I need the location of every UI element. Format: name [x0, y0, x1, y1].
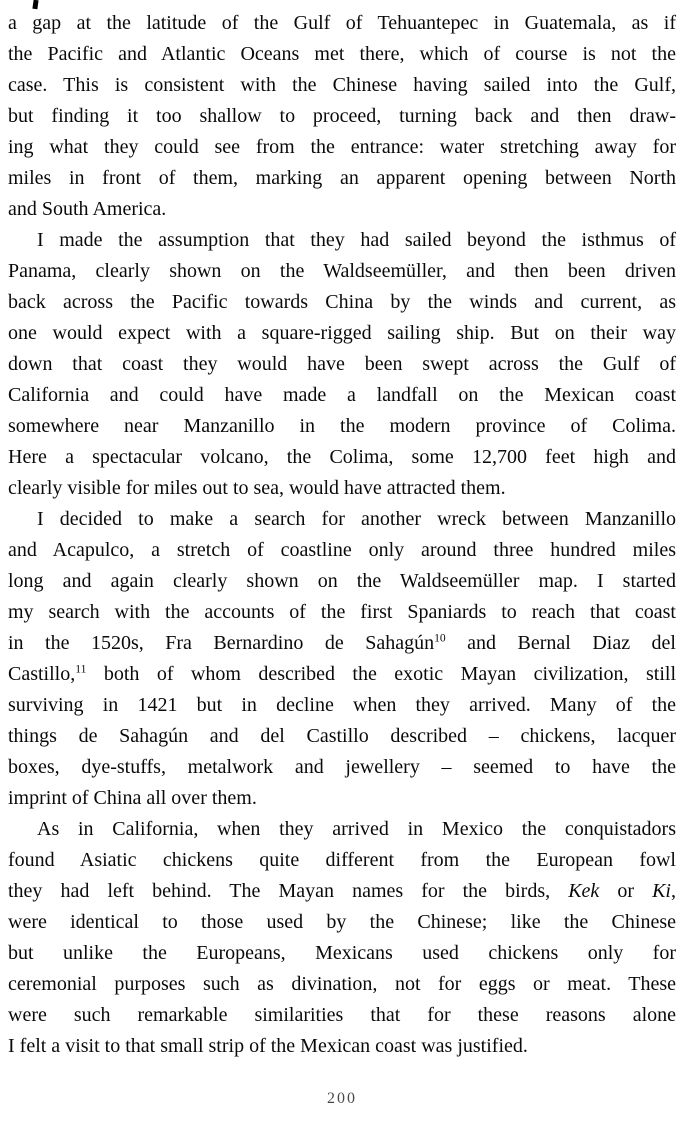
text-line: a gap at the latitude of the Gulf of Tehuantepec in Guatemala, as if	[8, 12, 676, 34]
text-line: and South America.	[8, 198, 167, 220]
text-line: miles in front of them, marking an apparent opening between North	[8, 167, 676, 189]
text-line: back across the Pacific towards China by the winds and current, as	[8, 291, 676, 313]
text-segment: ,	[671, 880, 676, 902]
text-block	[8, 8, 676, 1062]
text-line	[8, 628, 676, 659]
page-number: 200	[327, 1090, 357, 1107]
text-line: As in California, when they arrived in Mexico the conquistadors	[37, 818, 676, 840]
paragraph	[8, 8, 676, 225]
text-segment: both of whom described the exotic Mayan civilization, still	[86, 663, 676, 685]
text-line: were identical to those used by the Chinese; like the Chinese	[8, 911, 676, 933]
paragraph	[8, 225, 676, 504]
text-line	[8, 876, 676, 907]
text-segment: they had left behind. The Mayan names for the birds,	[8, 880, 569, 902]
text-line: Here a spectacular volcano, the Colima, some 12,700 feet high and	[8, 446, 676, 468]
italic-term: Ki	[652, 880, 671, 902]
text-line: but unlike the Europeans, Mexicans used chickens only for	[8, 942, 676, 964]
text-line: I felt a visit to that small strip of the Mexican coast was justified.	[8, 1035, 528, 1057]
text-line: imprint of China all over them.	[8, 787, 257, 809]
text-line: Panama, clearly shown on the Waldseemüller, and then been driven	[8, 260, 676, 282]
footnote-ref-11: 11	[75, 662, 87, 676]
text-line: I decided to make a search for another wreck between Manzanillo	[37, 508, 676, 530]
text-line: California and could have made a landfall on the Mexican coast	[8, 384, 676, 406]
text-line: one would expect with a square-rigged sailing ship. But on their way	[8, 322, 676, 344]
text-line: somewhere near Manzanillo in the modern province of Colima.	[8, 415, 676, 437]
text-line: boxes, dye-stuffs, metalwork and jewellery – seemed to have the	[8, 756, 676, 778]
text-line: were such remarkable similarities that for these reasons alone	[8, 1004, 676, 1026]
text-line: clearly visible for miles out to sea, would have attracted them.	[8, 477, 506, 499]
footnote-ref-10: 10	[434, 631, 446, 645]
paragraph	[8, 814, 676, 1062]
text-line: found Asiatic chickens quite different from the European fowl	[8, 849, 676, 871]
text-line: my search with the accounts of the first Spaniards to reach that coast	[8, 601, 676, 623]
text-line: down that coast they would have been swept across the Gulf of	[8, 353, 676, 375]
text-line: I made the assumption that they had sailed beyond the isthmus of	[37, 229, 676, 251]
text-line: surviving in 1421 but in decline when they arrived. Many of the	[8, 694, 676, 716]
text-line: ing what they could see from the entrance: water stretching away for	[8, 136, 676, 158]
text-line: long and again clearly shown on the Waldseemüller map. I started	[8, 570, 676, 592]
paragraph	[8, 504, 676, 814]
text-segment: in the 1520s, Fra Bernardino de Sahagún	[8, 632, 435, 654]
text-segment: Castillo,	[8, 663, 76, 685]
text-line: ceremonial purposes such as divination, not for eggs or meat. These	[8, 973, 676, 995]
text-segment: and Bernal Diaz del	[445, 632, 676, 654]
text-line: things de Sahagún and del Castillo described – chickens, lacquer	[8, 725, 676, 747]
italic-term: Kek	[568, 880, 600, 902]
text-line: and Acapulco, a stretch of coastline only around three hundred miles	[8, 539, 676, 561]
text-line: the Pacific and Atlantic Oceans met there, which of course is not the	[8, 43, 676, 65]
text-line: case. This is consistent with the Chinese having sailed into the Gulf,	[8, 74, 676, 96]
text-line	[8, 659, 676, 690]
text-line: but finding it too shallow to proceed, turning back and then draw-	[8, 105, 676, 127]
text-segment: or	[599, 880, 653, 902]
